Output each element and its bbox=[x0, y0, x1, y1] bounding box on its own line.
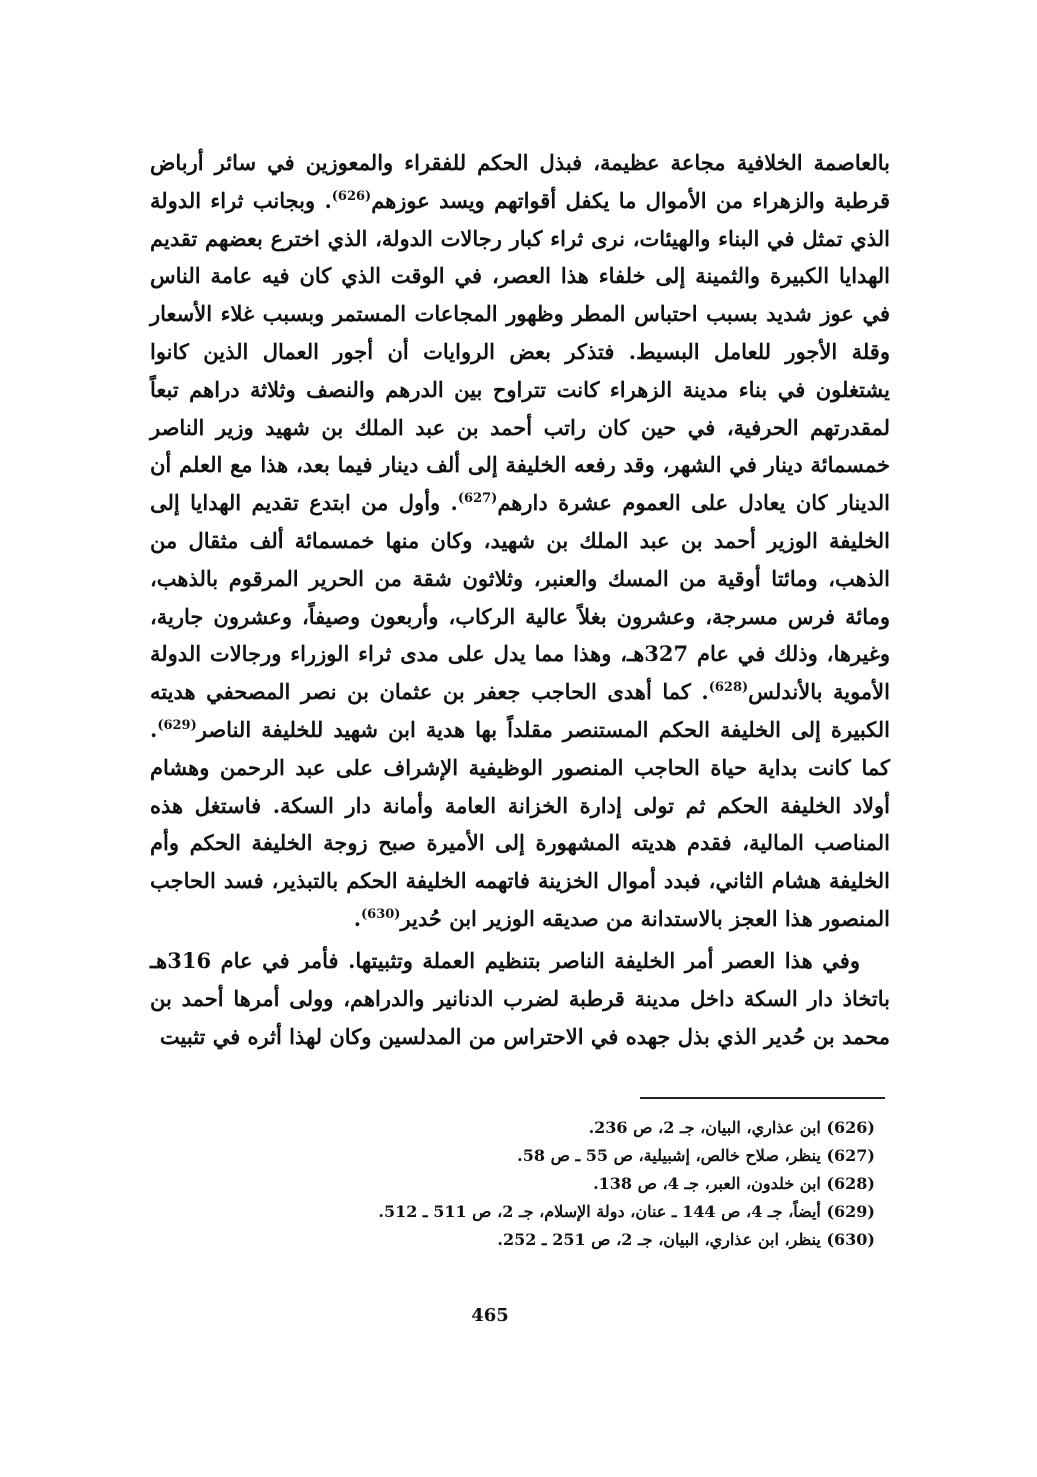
footnote-text: ينظر، صلاح خالص، إشبيلية، ص 55 ـ ص 58. bbox=[517, 1146, 821, 1165]
footnote-reference-630: (630) bbox=[361, 906, 401, 922]
body-paragraph-1 bbox=[150, 144, 890, 938]
footnote-reference-628: (628) bbox=[708, 680, 749, 696]
footnote-630 bbox=[250, 1226, 875, 1254]
paragraph-text: . bbox=[353, 905, 362, 931]
paragraph-text: . وأول من ابتدع تقديم الهدايا إلى الخليفة الوزير أحمد بن عبد الملك بن شهيد، وكان منها خمسمائة ألف مثقال من الذهب، ومائتا أوقية من المسك والعنبر، وثلاثون شقة من الحرير المرقوم بالذهب، ومائة فرس مسرجة، وعشرون بغلاً عالية الركاب، وأربعون وصيفاً، وعشرون جارية، وغيرها، وذلك في عام 327هـ، وهذا مما يدل على مدى ثراء الوزراء ورجالات الدولة الأموية بالأندلس bbox=[150, 490, 890, 705]
footnote-number: (628) bbox=[826, 1174, 875, 1193]
footnote-reference-627: (627) bbox=[457, 491, 498, 507]
footnote-divider bbox=[640, 1097, 885, 1099]
paragraph-text: بالعاصمة الخلافية مجاعة عظيمة، فبذل الحكم للفقراء والمعوزين في سائر أرباض قرطبة والزهراء من الأموال ما يكفل أقواتهم ويسد عوزهم bbox=[150, 150, 890, 213]
paragraph-text: وفي هذا العصر أمر الخليفة الناصر بتنظيم العملة وتثبيتها. فأمر في عام 316هـ باتخاذ دار السكة داخل مدينة قرطبة لضرب الدنانير والدراهم، وولى أمرها أحمد بن محمد بن حُدير الذي بذل جهده في الاحتراس من المدلسين وكان لهذا أثره في تثبيت bbox=[150, 948, 890, 1049]
footnote-626 bbox=[250, 1114, 875, 1142]
footnote-number: (626) bbox=[826, 1118, 875, 1137]
footnote-629 bbox=[250, 1198, 875, 1226]
body-paragraph-2 bbox=[150, 942, 890, 1055]
footnote-628 bbox=[250, 1170, 875, 1198]
footnote-reference-626: (626) bbox=[331, 188, 372, 204]
footnote-number: (627) bbox=[826, 1146, 875, 1165]
footnote-text: ابن عذاري، البيان، جـ 2، ص 236. bbox=[588, 1118, 821, 1137]
footnote-number: (629) bbox=[826, 1202, 875, 1221]
footnote-reference-629: (629) bbox=[157, 717, 197, 733]
footnote-627 bbox=[250, 1142, 875, 1170]
footnote-text: أيضاً، جـ 4، ص 144 ـ عنان، دولة الإسلام، جـ 2، ص 511 ـ 512. bbox=[378, 1202, 821, 1221]
page-number: 465 bbox=[471, 1305, 509, 1326]
footnotes bbox=[250, 1114, 875, 1254]
paragraph-text: . كما أهدى الحاجب جعفر بن عثمان بن نصر المصحفي هديته الكبيرة إلى الخليفة الحكم المستنصر مقلداً بها هدية ابن شهيد للخليفة الناصر bbox=[150, 679, 890, 742]
footnote-text: ينظر، ابن عذاري، البيان، جـ 2، ص 251 ـ 252. bbox=[497, 1230, 821, 1249]
footnote-number: (630) bbox=[826, 1230, 875, 1249]
footnote-text: ابن خلدون، العبر، جـ 4، ص 138. bbox=[593, 1174, 821, 1193]
paragraph-text: . وبجانب ثراء الدولة الذي تمثل في البناء والهيئات، نرى ثراء كبار رجالات الدولة، الذي اخترع بعضهم تقديم الهدايا الكبيرة والثمينة إلى خلفاء هذا العصر، في الوقت الذي كان فيه عامة الناس في عوز شديد بسبب احتباس المطر وظهور المجاعات المستمر وبسبب غلاء الأسعار وقلة الأجور للعامل البسيط. فتذكر بعض الروايات أن أجور العمال الذين كانوا يشتغلون في بناء مدينة الزهراء كانت تتراوح بين الدرهم والنصف وثلاثة دراهم تبعاً لمقدرتهم الحرفية، في حين كان راتب أحمد بن عبد الملك بن شهيد وزير الناصر خمسمائة دينار في الشهر، وقد رفعه الخليفة إلى ألف دينار فيما بعد، هذا مع العلم أن الدينار كان يعادل على العموم عشرة دارهم bbox=[150, 187, 890, 516]
paragraph-text: . كما كانت بداية حياة الحاجب المنصور الوظيفية الإشراف على عبد الرحمن وهشام أولاد الخليفة الحكم ثم تولى إدارة الخزانة العامة وأمانة دار السكة. فاستغل هذه المناصب المالية، فقدم هديته المشهورة إلى الأميرة صبح زوجة الخليفة الحكم وأم الخليفة هشام الثاني، فبدد أموال الخزينة فاتهمه الخليفة الحكم بالتبذير، فسد الحاجب المنصور هذا العجز بالاستدانة من صديقه الوزير ابن حُدير bbox=[150, 716, 890, 931]
